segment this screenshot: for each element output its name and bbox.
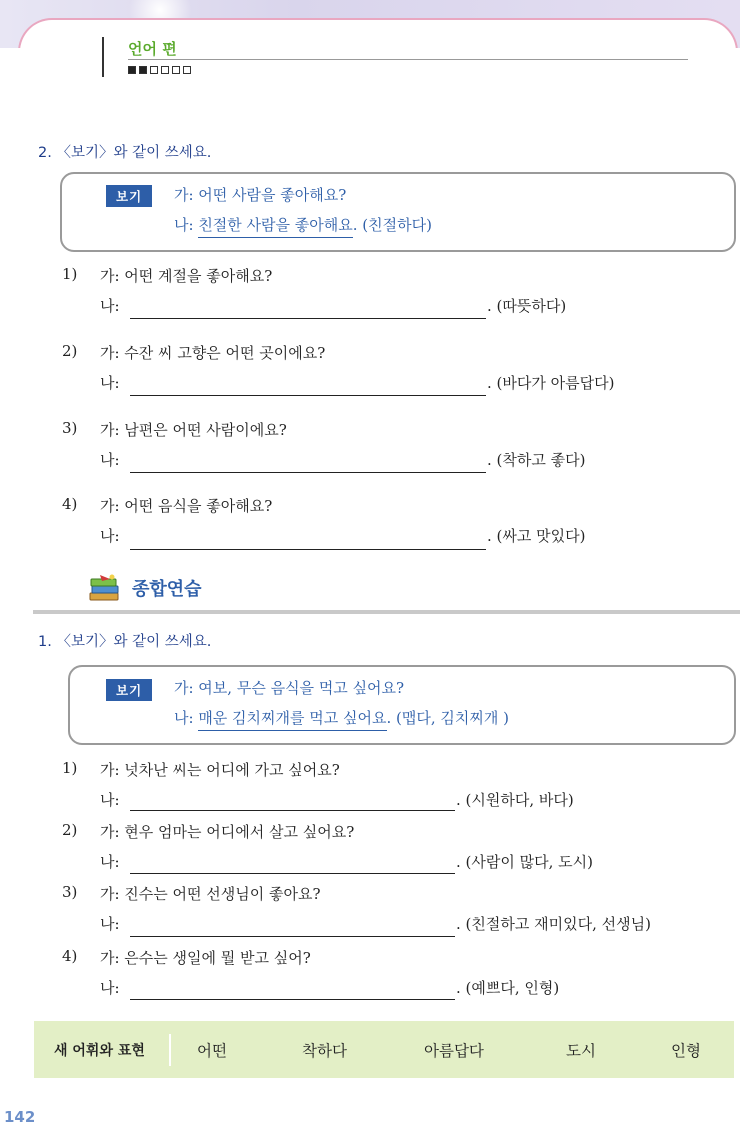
answer-blank[interactable]	[130, 999, 455, 1000]
progress-indicator	[128, 66, 191, 74]
vocabulary-label: 새 어휘와 표현	[54, 1043, 145, 1059]
vocabulary-bar	[34, 1021, 734, 1078]
review-divider	[33, 610, 740, 614]
answer-label: 나:	[100, 853, 120, 871]
answer-label: 나:	[100, 374, 120, 392]
answer-blank[interactable]	[130, 549, 486, 550]
answer-blank[interactable]	[130, 873, 455, 874]
answer-label: 나:	[100, 527, 120, 545]
question-number: 2)	[62, 342, 78, 360]
vocabulary-separator	[169, 1034, 171, 1066]
progress-square	[161, 66, 169, 74]
question-number: 3)	[62, 419, 78, 437]
example-answer	[174, 214, 432, 235]
section-title: 언어 편	[128, 40, 177, 58]
question-number: 4)	[62, 495, 78, 513]
answer-hint: . (친절하고 재미있다, 선생님)	[456, 915, 651, 933]
section-title-underline	[128, 59, 688, 60]
example-answer-hint: . (친절하다)	[352, 216, 432, 234]
progress-square	[172, 66, 180, 74]
answer-label: 나:	[100, 791, 120, 809]
vocabulary-word: 착하다	[302, 1042, 347, 1060]
answer-blank[interactable]	[130, 395, 486, 396]
answer-blank[interactable]	[130, 936, 455, 937]
review-heading	[88, 573, 202, 603]
answer-hint: . (착하고 좋다)	[487, 451, 586, 469]
vocabulary-word: 도시	[566, 1042, 596, 1060]
vocabulary-word: 아름답다	[424, 1042, 484, 1060]
answer-hint: . (시원하다, 바다)	[456, 791, 574, 809]
answer-label: 나:	[100, 979, 120, 997]
vocabulary-word: 인형	[671, 1042, 701, 1060]
question-number: 4)	[62, 947, 78, 965]
question-number: 1)	[62, 759, 78, 777]
question-text: 가: 넛차난 씨는 어디에 가고 싶어요?	[100, 761, 340, 779]
progress-square	[128, 66, 136, 74]
question-text: 가: 현우 엄마는 어디에서 살고 싶어요?	[100, 823, 355, 841]
answer-blank[interactable]	[130, 810, 455, 811]
vocabulary-word: 어떤	[197, 1042, 227, 1060]
answer-blank[interactable]	[130, 472, 486, 473]
books-icon	[88, 573, 122, 603]
example-badge: 보기	[106, 185, 152, 207]
answer-hint: . (바다가 아름답다)	[487, 374, 615, 392]
example-question: 가: 여보, 무슨 음식을 먹고 싶어요?	[174, 679, 405, 697]
page-number: 142	[4, 1108, 36, 1126]
header-vertical-rule	[102, 37, 104, 77]
answer-hint: . (싸고 맛있다)	[487, 527, 586, 545]
progress-square	[150, 66, 158, 74]
answer-hint: . (따뜻하다)	[487, 297, 567, 315]
example-answer	[174, 707, 509, 728]
example-question: 가: 어떤 사람을 좋아해요?	[174, 186, 347, 204]
answer-label: 나:	[100, 297, 120, 315]
question-text: 가: 어떤 계절을 좋아해요?	[100, 267, 273, 285]
exercise2-example-box	[60, 172, 736, 252]
answer-label: 나:	[100, 915, 120, 933]
example-answer-underlined: 친절한 사람을 좋아해요	[198, 216, 352, 238]
answer-blank[interactable]	[130, 318, 486, 319]
header-card-mask	[0, 48, 740, 88]
question-number: 1)	[62, 265, 78, 283]
question-text: 가: 어떤 음식을 좋아해요?	[100, 497, 273, 515]
question-text: 가: 수잔 씨 고향은 어떤 곳이에요?	[100, 344, 326, 362]
answer-hint: . (예쁘다, 인형)	[456, 979, 560, 997]
exercise1-instruction: 1. 〈보기〉와 같이 쓰세요.	[38, 634, 212, 650]
example-answer-hint: . (맵다, 김치찌개 )	[386, 709, 509, 727]
review-title: 종합연습	[132, 579, 202, 600]
question-text: 가: 은수는 생일에 뭘 받고 싶어?	[100, 949, 311, 967]
question-text: 가: 남편은 어떤 사람이에요?	[100, 421, 287, 439]
question-text: 가: 진수는 어떤 선생님이 좋아요?	[100, 885, 321, 903]
progress-square	[183, 66, 191, 74]
question-number: 3)	[62, 883, 78, 901]
answer-hint: . (사람이 많다, 도시)	[456, 853, 593, 871]
example-answer-prefix: 나:	[174, 709, 199, 727]
exercise2-instruction: 2. 〈보기〉와 같이 쓰세요.	[38, 145, 212, 161]
example-answer-underlined: 매운 김치찌개를 먹고 싶어요	[198, 709, 386, 731]
example-badge: 보기	[106, 679, 152, 701]
progress-square	[139, 66, 147, 74]
answer-label: 나:	[100, 451, 120, 469]
example-answer-prefix: 나:	[174, 216, 199, 234]
question-number: 2)	[62, 821, 78, 839]
